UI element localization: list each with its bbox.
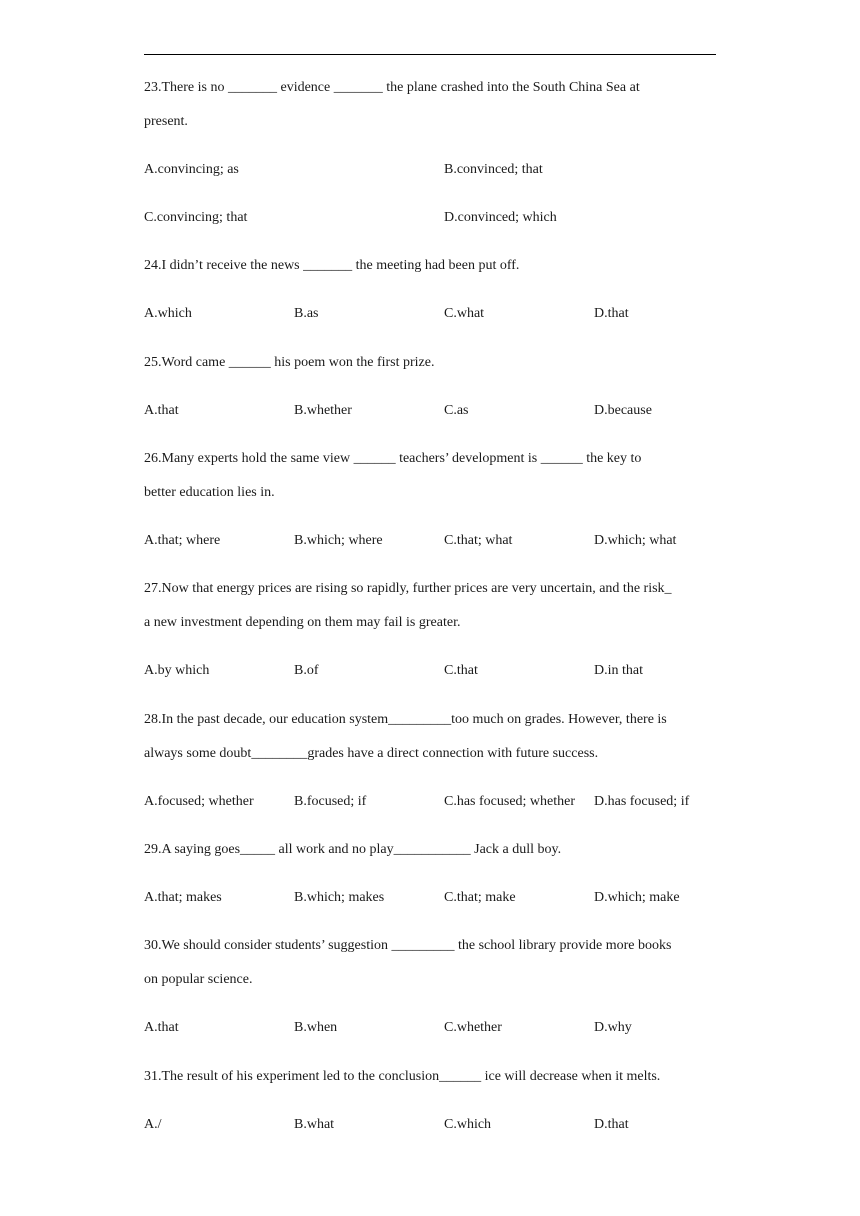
question-31-option-a: A./ xyxy=(144,1117,162,1132)
question-24-option-d: D.that xyxy=(594,306,629,321)
header-rule xyxy=(144,54,716,55)
question-27-option-d: D.in that xyxy=(594,663,643,678)
question-30-line-1: 30.We should consider students’ suggestion _________ the school library provide more books xyxy=(144,938,672,953)
question-23-option-c: C.convincing; that xyxy=(144,210,248,225)
question-28-option-d: D.has focused; if xyxy=(594,794,690,809)
question-23-option-b: B.convinced; that xyxy=(444,162,543,177)
question-27-option-b: B.of xyxy=(294,663,319,678)
question-28-option-a: A.focused; whether xyxy=(144,794,254,809)
question-31-line-1: 31.The result of his experiment led to the conclusion______ ice will decrease when it melts. xyxy=(144,1069,661,1084)
question-24-option-c: C.what xyxy=(444,306,485,321)
question-27-line-2: a new investment depending on them may fail is greater. xyxy=(144,615,461,630)
question-28-option-b: B.focused; if xyxy=(294,794,367,809)
question-30-line-2: on popular science. xyxy=(144,972,253,987)
question-28-line-1: 28.In the past decade, our education system_________too much on grades. However, there is xyxy=(144,712,667,727)
question-29-option-c: C.that; make xyxy=(444,890,516,905)
question-31-option-d: D.that xyxy=(594,1117,629,1132)
question-26-line-1: 26.Many experts hold the same view ______ teachers’ development is ______ the key to xyxy=(144,451,642,466)
question-27-option-a: A.by which xyxy=(144,663,210,678)
question-29-option-b: B.which; makes xyxy=(294,890,385,905)
question-25-line-1: 25.Word came ______ his poem won the first prize. xyxy=(144,355,435,370)
question-24-line-1: 24.I didn’t receive the news _______ the meeting had been put off. xyxy=(144,258,520,273)
question-24-option-b: B.as xyxy=(294,306,319,321)
question-26-option-d: D.which; what xyxy=(594,533,677,548)
question-26-option-b: B.which; where xyxy=(294,533,383,548)
question-25-option-b: B.whether xyxy=(294,403,352,418)
question-23-option-d: D.convinced; which xyxy=(444,210,557,225)
question-30-option-c: C.whether xyxy=(444,1020,502,1035)
question-28-line-2: always some doubt________grades have a direct connection with future success. xyxy=(144,746,599,761)
question-31-option-c: C.which xyxy=(444,1117,492,1132)
question-30-option-d: D.why xyxy=(594,1020,632,1035)
question-23-line-1: 23.There is no _______ evidence _______ the plane crashed into the South China Sea at xyxy=(144,80,640,95)
question-26-line-2: better education lies in. xyxy=(144,485,275,500)
question-28-option-c: C.has focused; whether xyxy=(444,794,576,809)
question-26-option-a: A.that; where xyxy=(144,533,221,548)
question-23-option-a: A.convincing; as xyxy=(144,162,239,177)
question-25-option-c: C.as xyxy=(444,403,469,418)
question-25-option-a: A.that xyxy=(144,403,179,418)
question-24-option-a: A.which xyxy=(144,306,192,321)
question-25-option-d: D.because xyxy=(594,403,652,418)
question-30-option-b: B.when xyxy=(294,1020,338,1035)
question-30-option-a: A.that xyxy=(144,1020,179,1035)
question-27-option-c: C.that xyxy=(444,663,478,678)
question-29-option-d: D.which; make xyxy=(594,890,680,905)
question-29-line-1: 29.A saying goes_____ all work and no play___________ Jack a dull boy. xyxy=(144,842,562,857)
question-27-line-1: 27.Now that energy prices are rising so rapidly, further prices are very uncertain, and the risk_ xyxy=(144,581,672,596)
question-23-line-2: present. xyxy=(144,114,188,129)
question-29-option-a: A.that; makes xyxy=(144,890,222,905)
question-31-option-b: B.what xyxy=(294,1117,335,1132)
question-26-option-c: C.that; what xyxy=(444,533,513,548)
